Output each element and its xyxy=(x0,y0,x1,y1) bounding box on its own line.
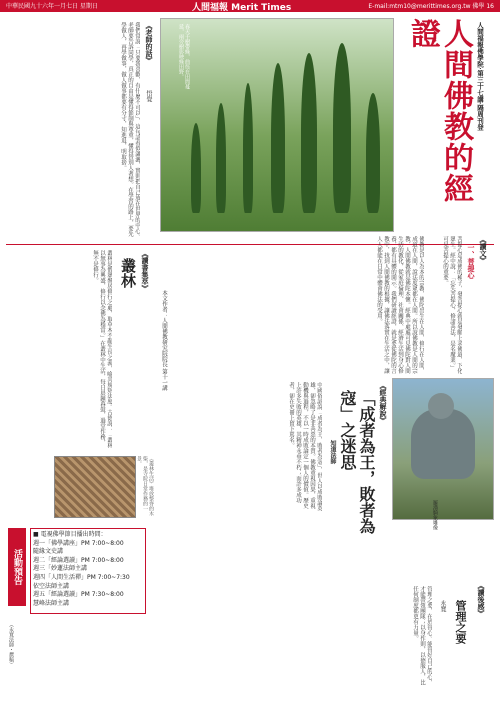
photo-caption: 春天千樹帶綠，曲徑在田間蔓延，兩旁樹影映綠田野。 xyxy=(178,24,190,89)
center-article-label: 《經典解說》 xyxy=(379,382,388,424)
notice-box xyxy=(30,528,146,614)
masthead-logo: 人間福報 Merit Times xyxy=(192,3,292,13)
congshu-title: 叢林 xyxy=(119,258,137,288)
notice-line: 週一「佛學講座」PM 7:00~8:00 xyxy=(33,539,124,547)
series-body: 佛教是以人為本的宗教，佛陀出生在人間，修行在人間，成道在人間，說法度眾都在人間。所以說佛教是人間的宗教，人間佛教就是佛陀本懷。經典中處處可見佛陀對人間生活的教化，從家庭倫理、社會關係、經濟生活到身心修養，都有具體的開示。我們研讀經證，就是要從佛陀的言教中，找到人間佛教的根據，讓佛法落實在生活之中，讓人人都能在日常中體會佛法的受用。 xyxy=(376,236,424,374)
bottom-article-label: 《讀後感》 xyxy=(477,582,486,617)
right-article-subtitle: 一、菩提心 xyxy=(467,244,476,279)
teacher-column-body: 我們常說「只要我喜歡，有什麼不可以」，這句話看似瀟灑，實則把自己放在世界的中心。老師要告訴同學，真正的自由是懂得節制與尊重，懂得替別人著想。在學習的路上，要先學做人，再學做事，做人做事都要有分寸，知進退，明取捨。 xyxy=(120,22,140,240)
series-lecture-note: 本文作者：人間佛教研究院院長 第十一講 xyxy=(161,290,167,391)
series-subtitle: 人間福報佛學院‧第三十七講‧隔周刊登 xyxy=(476,22,484,131)
firewood-photo xyxy=(54,456,136,518)
notice-line: 週四「人間生活禪」PM 7:00~7:30 xyxy=(33,573,130,581)
series-title: 人間佛教的經證 xyxy=(405,18,473,204)
teacher-column-author: 悟覺 xyxy=(145,90,152,102)
masthead-date: 中華民國九十六年一月七日 星期日 xyxy=(6,3,98,10)
notice-line: 依空法師主講 xyxy=(33,582,70,590)
bottom-article-body: 管理之要，在於管心。能管好自己的心，才能帶領團隊；以身作則，以德服人，比任何制度都更有力量。 xyxy=(412,586,432,685)
notice-header: 活動預告 xyxy=(8,528,26,606)
congshu-body: 叢林是僧眾聚居修行之處，取草木不亂生長之義，喻其規矩法度。古德說：「叢林以無事為興盛，修行以念佛為穩當。」在叢林中生活，每日晨鐘暮鼓，過堂作務，無不是修行。 xyxy=(92,250,112,448)
notice-line: 週五「經論選讀」PM 7:30~8:00 xyxy=(33,591,124,599)
center-article-author: 知道法師 xyxy=(329,440,336,464)
notice-line: ■ 電視佛學節目播出時間： xyxy=(33,531,107,538)
bottom-article-title: 管理之要 xyxy=(454,600,467,644)
notice-line: 慧峰法師主講 xyxy=(33,599,70,607)
statue-photo xyxy=(392,378,494,520)
masthead-section-name: 佛學 xyxy=(472,3,485,10)
congshu-column-label: 《讀書集萃》 xyxy=(141,250,150,292)
right-article-body: 菩提心是成佛的種子，發菩提心就是發願上求佛道，下化眾生。經中說：「忘失菩提心，修諸善法，是名魔業。」可見菩提心的重要。 xyxy=(442,236,462,374)
masthead-page-number: 16 xyxy=(486,3,494,10)
landscape-photo xyxy=(160,18,394,232)
firewood-caption: 《叢林生活》堆放整齊的木柴，是寺院日常作務的一景。 xyxy=(136,456,154,516)
notice-line: 週二「經論選讀」PM 7:00~8:00 xyxy=(33,556,124,564)
statue-caption: 羅漢騎象雕像 xyxy=(432,500,438,530)
right-article-label: 《讀文》 xyxy=(479,236,488,264)
masthead-email: E-mail:mtm10@merittimes.org.tw xyxy=(368,3,471,10)
notice-line: 隨緣文史講 xyxy=(33,548,64,556)
footer-author: （永寬法師・撰稿） xyxy=(8,622,14,667)
center-article-body: 中國俗諺說「成者為王，敗者為寇」，世人以成敗論英雄，卻忽略了是非善惡的本質。佛教重視因果，重視動機與過程，不以一時成敗論定一個人的價值。歷史上許多失敗的英雄，其精神永垂不朽；而許多成功者，卻在史冊上留下罵名。 xyxy=(288,382,322,512)
bottom-article-author: 永寬 xyxy=(439,600,446,612)
center-article-title: 「成者為王，敗者為寇」之迷思 xyxy=(338,390,376,534)
notice-line: 週三「妙蓮法師主講 xyxy=(33,565,88,573)
masthead-section xyxy=(368,1,494,10)
teacher-column-label: 《老師的話》 xyxy=(145,22,154,64)
